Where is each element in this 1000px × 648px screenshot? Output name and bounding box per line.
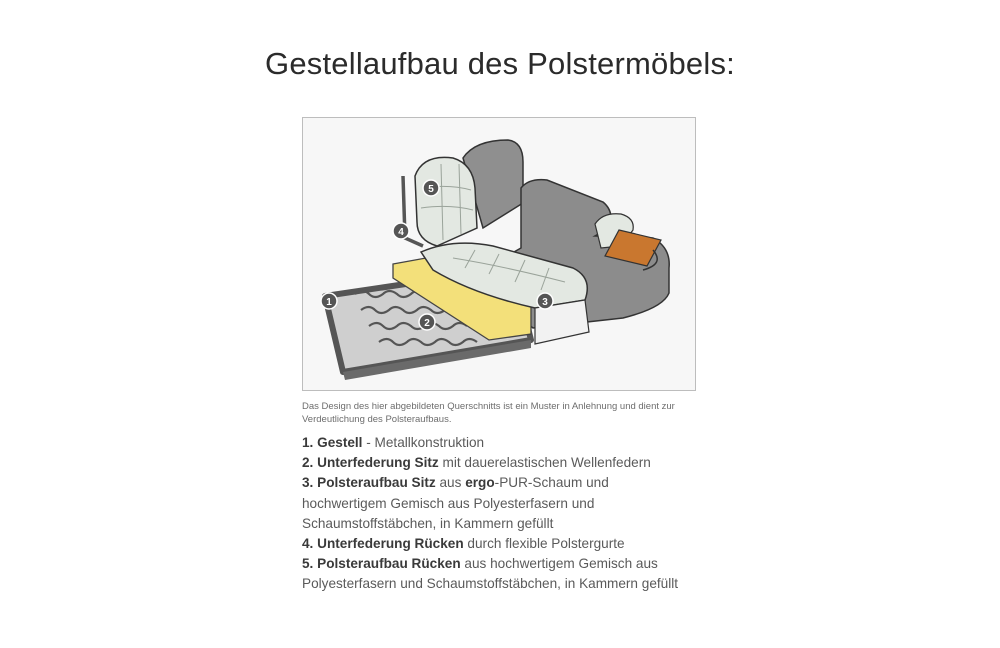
legend-item-5-line-2: Polyesterfasern und Schaumstoffstäbchen, in Kammern gefüllt [302,576,679,592]
legend-item-3-line-2: hochwertigem Gemisch aus Polyesterfasern und [302,495,595,511]
svg-text:2: 2 [424,318,430,329]
legend-item-1: 1. Gestell - Metallkonstruktion [302,435,485,450]
svg-text:5: 5 [428,184,434,195]
sofa-cross-section-illustration [302,117,696,391]
sofa-diagram [303,118,695,390]
legend-item-5: 5. Polsteraufbau Rücken aus hochwertigem Gemisch aus [302,556,658,572]
legend-item-2: 2. Unterfederung Sitz mit dauerelastischen Wellenfedern [302,455,651,471]
svg-text:1: 1 [326,297,332,308]
marker-3 [537,293,553,309]
svg-text:4: 4 [398,227,404,238]
marker-4 [393,223,409,239]
legend-item-3: 3. Polsteraufbau Sitz aus ergo-PUR-Schaum und [302,475,609,491]
svg-text:3: 3 [542,297,548,308]
construction-legend [302,433,702,595]
legend-item-4: 4. Unterfederung Rücken durch flexible Polstergurte [302,536,625,552]
page-title: Gestellaufbau des Polstermöbels: [265,46,735,81]
marker-2 [419,314,435,330]
marker-5 [423,180,439,196]
figure-caption: Das Design des hier abgebildeten Querschnitts ist ein Muster in Anlehnung und dient zur Verdeutlichung des Polsteraufbaus. [302,401,675,425]
marker-1 [321,293,337,309]
legend-item-3-line-3: Schaumstoffstäbchen, in Kammern gefüllt [302,515,554,531]
backrest-cushion [415,157,477,246]
